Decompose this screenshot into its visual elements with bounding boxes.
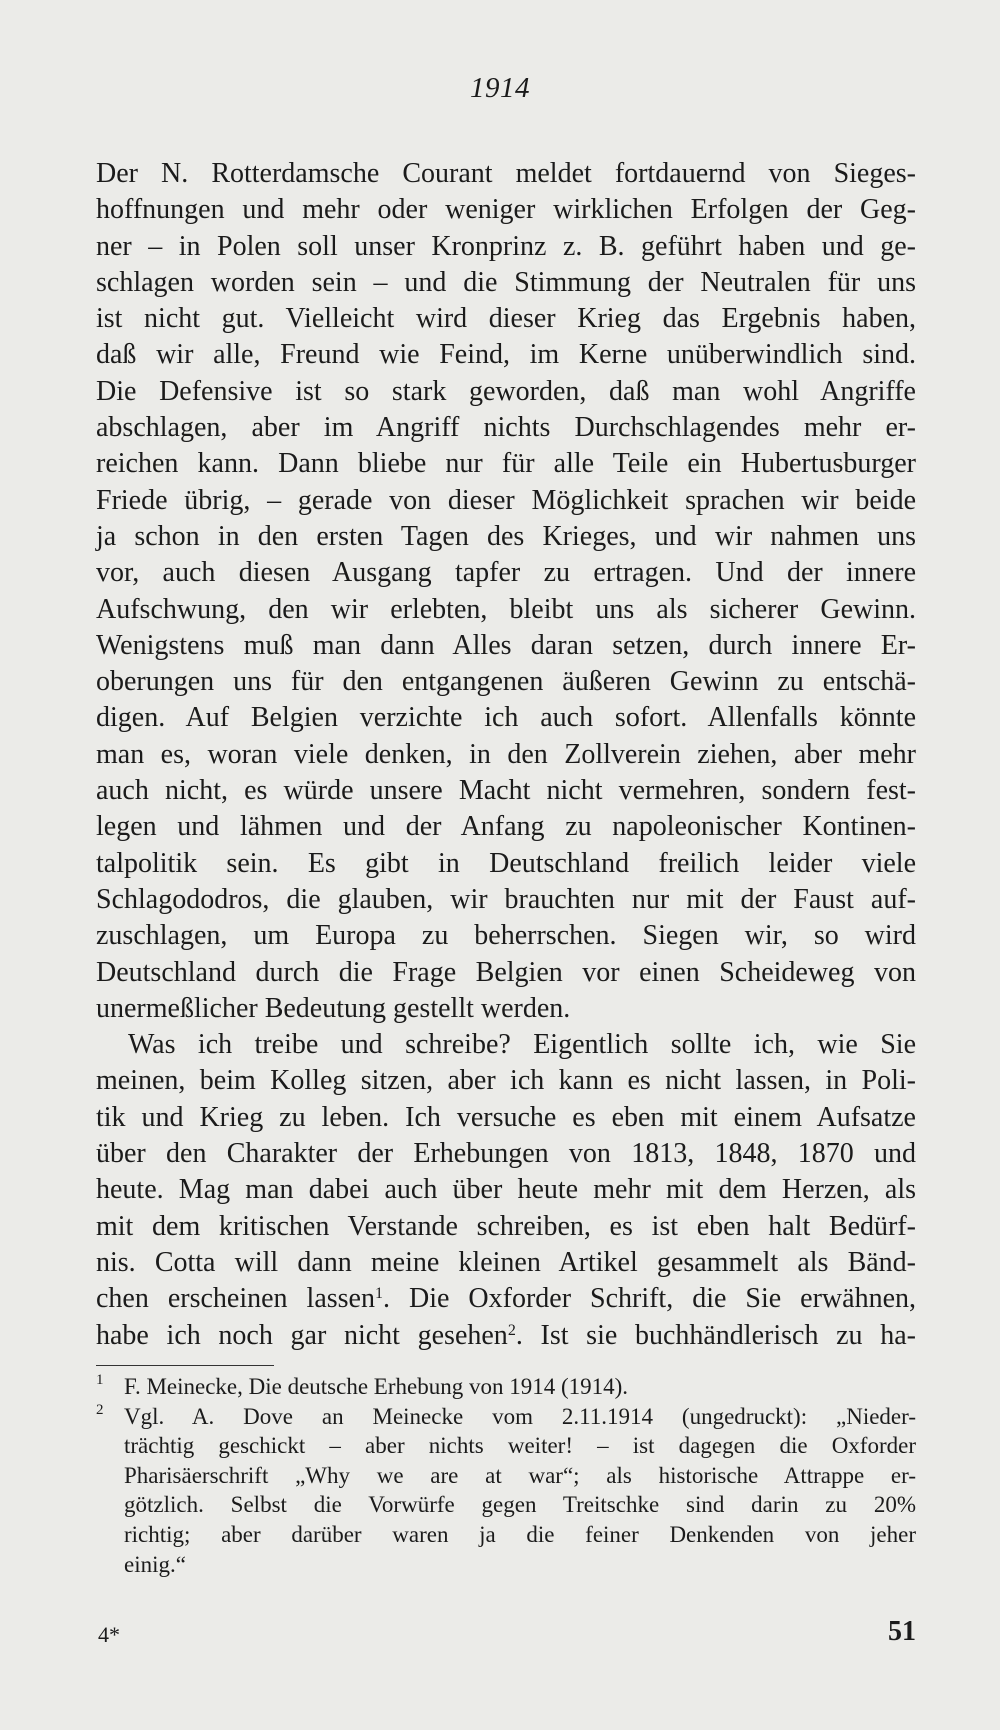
footnote-line: Vgl. A. Dove an Meinecke vom 2.11.1914 (ungedruckt): „Nieder- xyxy=(124,1403,916,1429)
body-line: Wenigstens muß man dann Alles daran setzen, durch innere Er- xyxy=(96,629,916,661)
footnote-line: Pharisäerschrift „Why we are at war“; als historische Attrappe er- xyxy=(124,1462,916,1488)
body-line: mit dem kritischen Verstande schreiben, es ist eben halt Bedürf- xyxy=(96,1210,916,1242)
body-line xyxy=(96,1318,916,1354)
body-line: auch nicht, es würde unsere Macht nicht vermehren, sondern fest- xyxy=(96,775,916,807)
body-line: schlagen worden sein – und die Stimmung der Neutralen für uns xyxy=(96,266,916,298)
body-line: man es, woran viele denken, in den Zollverein ziehen, aber mehr xyxy=(96,738,916,770)
body-line: nis. Cotta will dann meine kleinen Artikel gesammelt als Bänd- xyxy=(96,1246,916,1278)
body-line: abschlagen, aber im Angriff nichts Durchschlagendes mehr er- xyxy=(96,412,916,444)
footnote-separator xyxy=(96,1365,274,1366)
body-line-segment: habe ich noch gar nicht gesehen xyxy=(96,1319,508,1351)
signature-mark: 4* xyxy=(98,1622,120,1647)
footnote-number: 1 xyxy=(96,1372,104,1388)
body-line: Der N. Rotterdamsche Courant meldet fortdauernd von Sieges- xyxy=(96,158,916,189)
body-line xyxy=(96,1281,916,1317)
body-line: Aufschwung, den wir erlebten, bleibt uns als sicherer Gewinn. xyxy=(96,593,916,625)
footnote-number: 2 xyxy=(96,1401,104,1418)
body-line: oberungen uns für den entgangenen äußeren Gewinn zu entschä- xyxy=(96,666,916,698)
footnote-line: richtig; aber darüber waren ja die feiner Denkenden von jeher xyxy=(124,1521,916,1547)
body-line: tik und Krieg zu leben. Ich versuche es eben mit einem Aufsatze xyxy=(96,1101,916,1133)
footnote-2 xyxy=(96,1402,916,1580)
footnote-line: F. Meinecke, Die deutsche Erhebung von 1914 (1914). xyxy=(124,1374,629,1399)
body-line: legen und lähmen und der Anfang zu napoleonischer Kontinen- xyxy=(96,811,916,843)
body-line: ist nicht gut. Vielleicht wird dieser Krieg das Ergebnis haben, xyxy=(96,303,916,335)
body-line: heute. Mag man dabei auch über heute mehr mit dem Herzen, als xyxy=(96,1174,916,1206)
footnote-ref-2: 2 xyxy=(507,1321,516,1339)
body-line: Deutschland durch die Frage Belgien vor einen Scheideweg von xyxy=(96,956,916,988)
body-line: ner – in Polen soll unser Kronprinz z. B. geführt haben und ge- xyxy=(96,230,916,262)
body-line: zuschlagen, um Europa zu beherrschen. Siegen wir, so wird xyxy=(96,920,916,952)
body-line: meinen, beim Kolleg sitzen, aber ich kann es nicht lassen, in Poli- xyxy=(96,1065,916,1097)
body-line: unermeßlicher Bedeutung gestellt werden. xyxy=(96,992,571,1024)
body-line: daß wir alle, Freund wie Feind, im Kerne unüberwindlich sind. xyxy=(96,339,916,371)
body-line-segment: . Ist sie buchhändlerisch zu ha- xyxy=(515,1319,916,1351)
body-line-segment: chen erscheinen lassen xyxy=(96,1283,375,1315)
body-line: Die Defensive ist so stark geworden, daß man wohl Angriffe xyxy=(96,375,916,407)
footnote-line: götzlich. Selbst die Vorwürfe gegen Treitschke sind darin zu 20% xyxy=(124,1492,916,1518)
body-line: vor, auch diesen Ausgang tapfer zu ertragen. Und der innere xyxy=(96,557,916,589)
body-line: Friede übrig, – gerade von dieser Möglichkeit sprachen wir beide xyxy=(96,484,916,516)
body-line: Schlagododros, die glauben, wir brauchten nur mit der Faust auf- xyxy=(96,883,916,915)
page-number: 51 xyxy=(888,1616,916,1647)
footnote-ref-1: 1 xyxy=(374,1285,383,1303)
body-line-segment: . Die Oxforder Schrift, die Sie erwähnen, xyxy=(382,1283,916,1315)
footnotes xyxy=(96,1372,916,1579)
body-text xyxy=(96,156,916,1354)
body-line: hoffnungen und mehr oder weniger wirklichen Erfolgen der Geg- xyxy=(96,194,916,226)
body-line: reichen kann. Dann bliebe nur für alle Teile ein Hubertusburger xyxy=(96,448,916,480)
body-line: talpolitik sein. Es gibt in Deutschland freilich leider viele xyxy=(96,847,916,879)
footnote-line: einig.“ xyxy=(124,1551,186,1577)
body-line: ja schon in den ersten Tagen des Krieges, und wir nahmen uns xyxy=(96,520,916,552)
running-head: 1914 xyxy=(470,72,530,104)
footnote-1 xyxy=(96,1372,916,1402)
body-line: Was ich treibe und schreibe? Eigentlich sollte ich, wie Sie xyxy=(128,1029,916,1061)
body-line: über den Charakter der Erhebungen von 1813, 1848, 1870 und xyxy=(96,1138,916,1170)
footnote-line: trächtig geschickt – aber nichts weiter! – ist dagegen die Oxforder xyxy=(124,1433,916,1459)
body-line: digen. Auf Belgien verzichte ich auch sofort. Allenfalls könnte xyxy=(96,702,916,734)
